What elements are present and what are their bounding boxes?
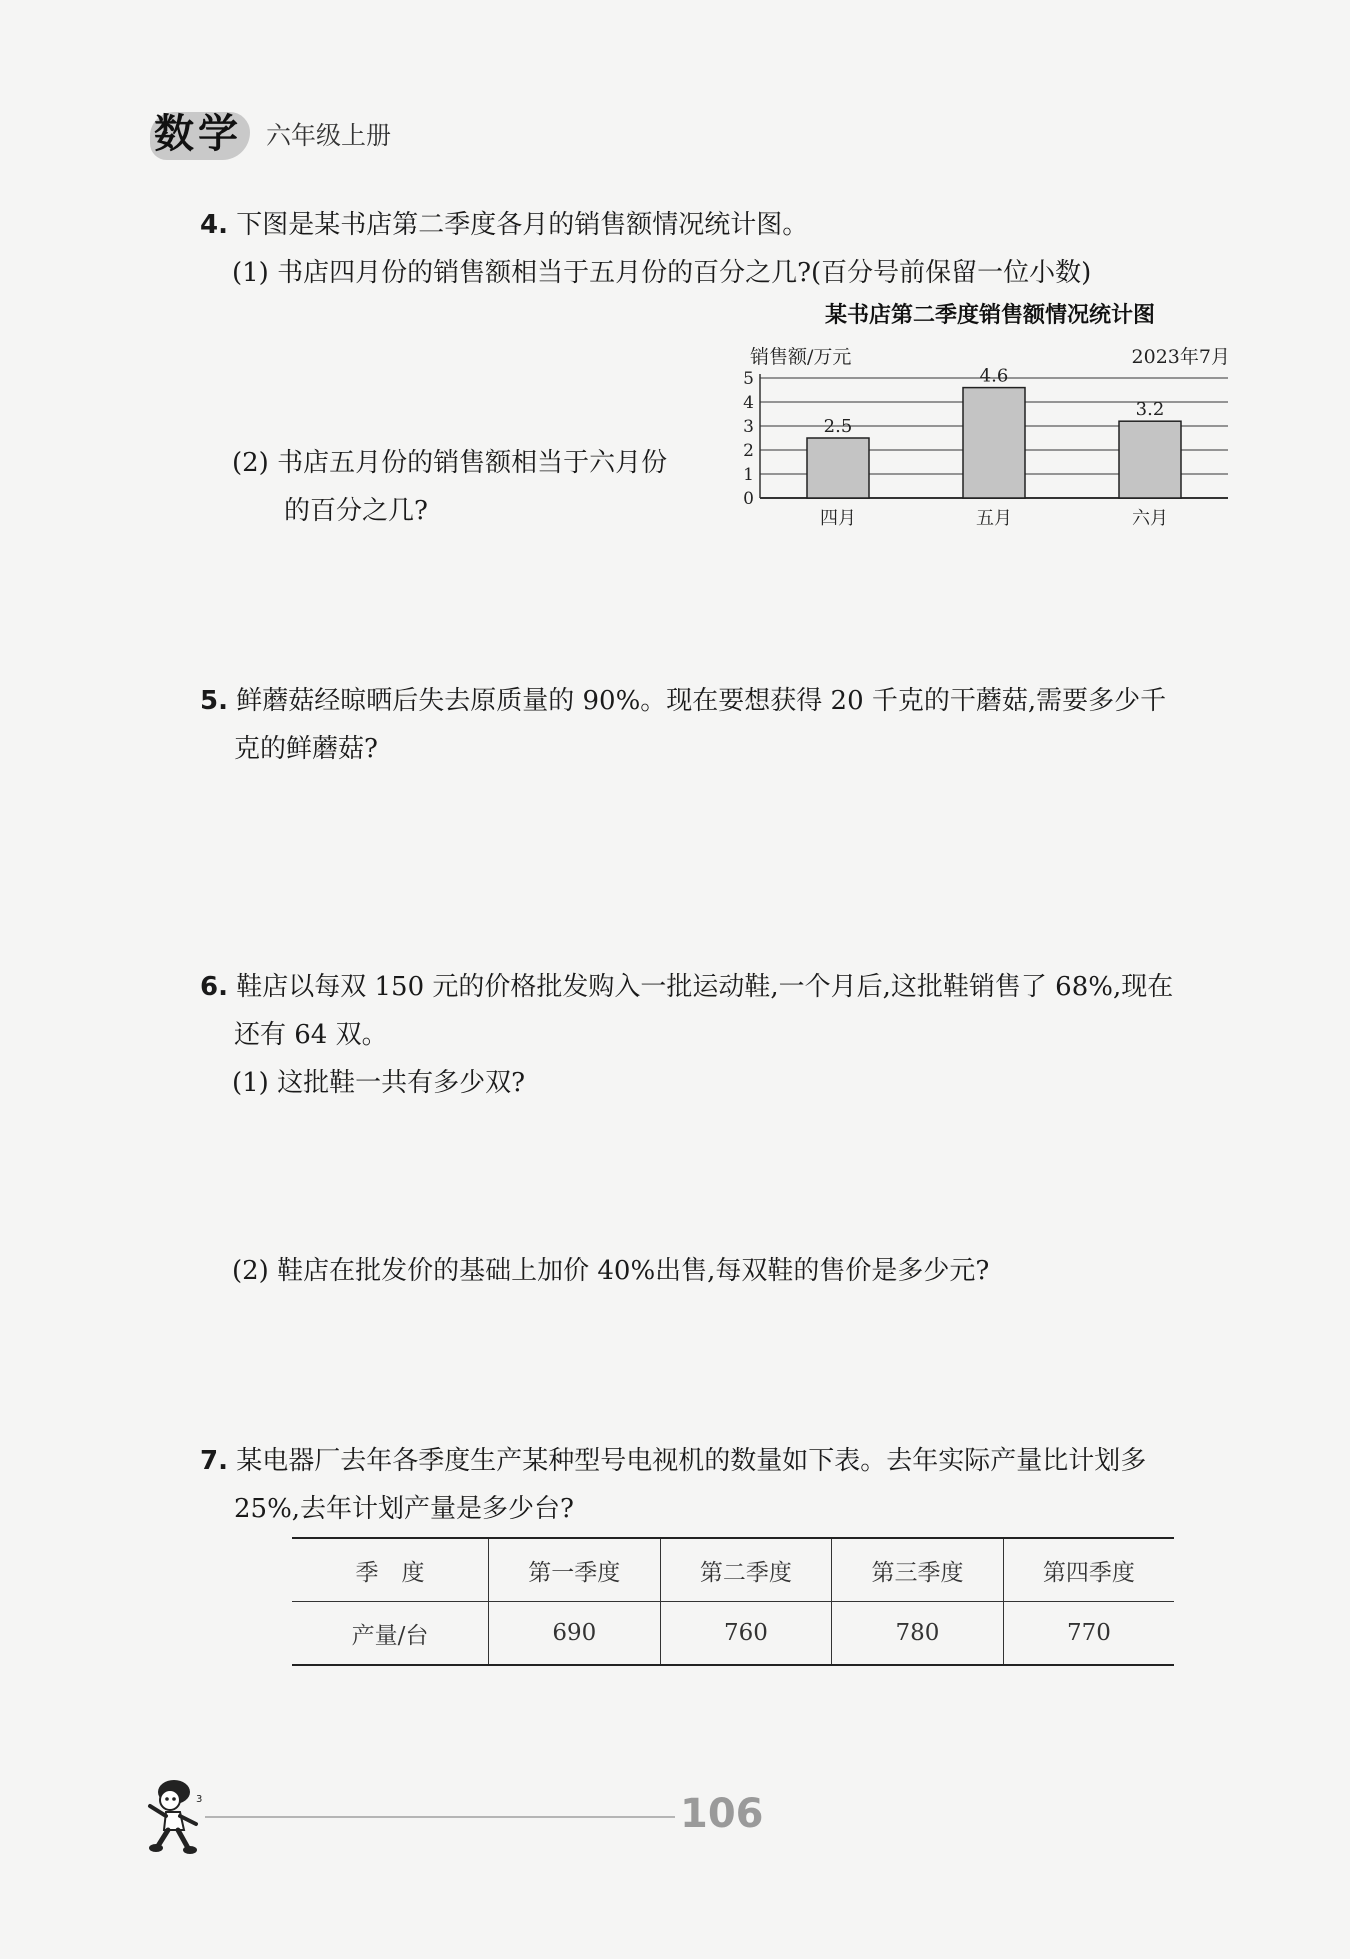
y-tick-label: 4 [743,393,754,413]
running-boy-icon [140,1776,206,1854]
table-header-cell: 第四季度 [1003,1538,1174,1602]
bar-value-label: 2.5 [823,416,853,437]
q6-sub2: (2) 鞋店在批发价的基础上加价 40%出售,每双鞋的售价是多少元? [232,1256,990,1286]
table-cell: 690 [489,1602,661,1666]
q5-number: 5. [200,686,228,716]
q7-text: 某电器厂去年各季度生产某种型号电视机的数量如下表。去年实际产量比计划多 [236,1446,1147,1476]
production-table [292,1537,1174,1666]
table-cell: 760 [660,1602,832,1666]
q4-sub2-line2: 的百分之几? [284,496,428,526]
q6-text: 鞋店以每双 150 元的价格批发购入一批运动鞋,一个月后,这批鞋销售了 68%,现在 [236,972,1174,1002]
q7-number: 7. [200,1446,228,1476]
q5-line1 [200,684,1166,718]
table-row [292,1602,1174,1666]
x-tick-label: 五月 [976,508,1012,529]
q7-line2: 25%,去年计划产量是多少台? [234,1494,574,1524]
q6-line1 [200,970,1173,1004]
table-cell: 780 [832,1602,1004,1666]
y-tick-label: 3 [743,417,754,437]
table-header-cell: 第一季度 [489,1538,661,1602]
q4-sub1: (1) 书店四月份的销售额相当于五月份的百分之几?(百分号前保留一位小数) [232,258,1092,288]
x-tick-label: 四月 [820,508,856,529]
bar-value-label: 4.6 [979,365,1009,387]
q4-number: 4. [200,210,228,240]
page-number: 106 [680,1791,764,1837]
y-tick-label: 2 [743,441,754,461]
chart-ylabel: 销售额/万元 [750,346,852,368]
q4-sub2-line1: (2) 书店五月份的销售额相当于六月份 [232,448,668,478]
q5-text: 鲜蘑菇经晾晒后失去原质量的 90%。现在要想获得 20 千克的干蘑菇,需要多少千 [236,686,1167,716]
q5-line2: 克的鲜蘑菇? [234,734,378,764]
y-tick-label: 1 [743,465,754,485]
bar [807,438,869,498]
q4-stem [200,208,808,242]
table-header-cell: 季 度 [292,1538,489,1602]
q6-line2: 还有 64 双。 [234,1020,388,1050]
table-header-cell: 第二季度 [660,1538,832,1602]
table-row-label: 产量/台 [351,1622,429,1649]
table-header-row [292,1538,1174,1602]
y-tick-label: 5 [743,369,754,389]
q4-text: 下图是某书店第二季度各月的销售额情况统计图。 [236,210,809,240]
bar-value-label: 3.2 [1135,399,1165,421]
y-tick-label: 0 [743,489,754,509]
q6-sub1: (1) 这批鞋一共有多少双? [232,1068,526,1098]
bar [1119,421,1181,498]
table-header-cell: 第三季度 [832,1538,1004,1602]
grade-label: 六年级上册 [266,121,392,150]
chart-title: 某书店第二季度销售额情况统计图 [824,303,1156,328]
svg-text:3: 3 [196,1794,203,1805]
q7-line1 [200,1444,1146,1478]
sales-bar-chart [730,300,1240,540]
x-tick-label: 六月 [1132,508,1168,529]
table-cell: 770 [1003,1602,1174,1666]
q6-number: 6. [200,972,228,1002]
bar [963,388,1025,498]
footer-rule [205,1816,675,1818]
subject-title: 数学 [154,111,242,157]
chart-date: 2023年7月 [1131,346,1230,368]
